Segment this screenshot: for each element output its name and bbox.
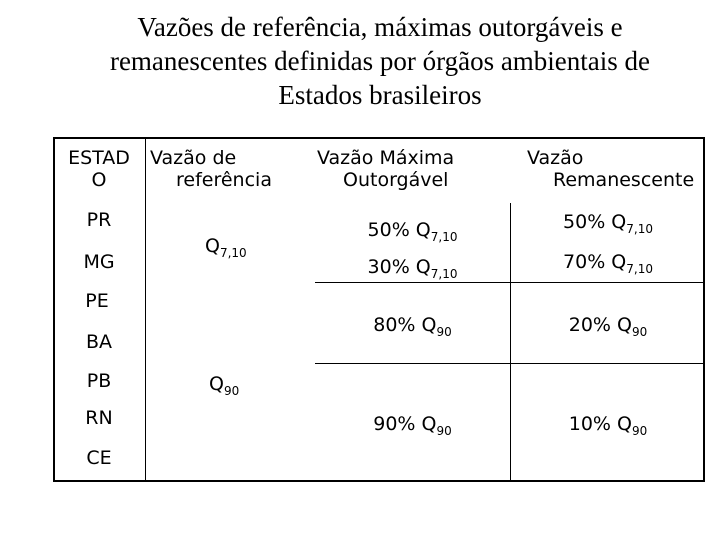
max-pct: 80% Q — [373, 314, 437, 336]
max-subscript: 7,10 — [430, 230, 458, 244]
state-cell: CE — [86, 447, 112, 469]
title-line-2: remanescentes definidas por órgãos ambientais de — [109, 46, 651, 76]
state-cell: PE — [85, 290, 109, 312]
rem-pct: 20% Q — [568, 314, 632, 336]
state-cell: MG — [83, 251, 115, 273]
header-estado — [55, 147, 143, 191]
max-pct: 30% Q — [367, 256, 431, 278]
rem-pct: 70% Q — [563, 251, 627, 273]
header-rem-line2: Remanescente — [553, 169, 695, 191]
page-title — [60, 10, 700, 112]
header-max-line1: Vazão Máxima — [317, 147, 455, 169]
max-subscript: 90 — [436, 424, 452, 438]
row-divider — [315, 363, 705, 364]
header-reference — [150, 147, 272, 191]
header-estado-line1: ESTAD — [68, 147, 130, 169]
header-max-line2: Outorgável — [343, 169, 449, 191]
max-value — [315, 413, 510, 438]
state-cell: BA — [85, 331, 113, 353]
state-cell: PR — [86, 209, 112, 231]
reference-base: Q — [209, 373, 224, 395]
max-subscript: 90 — [436, 325, 452, 339]
reference-q90 — [209, 373, 240, 398]
header-rem-line1: Vazão — [527, 147, 584, 169]
max-value — [315, 219, 510, 244]
title-line-3: Estados brasileiros — [278, 80, 482, 110]
rem-subscript: 7,10 — [626, 222, 653, 236]
column-divider — [145, 139, 146, 480]
column-divider — [510, 203, 511, 480]
row-divider — [315, 282, 705, 283]
max-subscript: 7,10 — [430, 267, 458, 281]
reference-flow-table — [53, 137, 705, 482]
reference-q710 — [205, 235, 247, 260]
max-pct: 50% Q — [367, 219, 431, 241]
rem-subscript: 90 — [631, 325, 648, 339]
rem-subscript: 90 — [631, 424, 648, 438]
state-cell: PB — [86, 370, 112, 392]
title-line-1: Vazões de referência, máximas outorgáveis e — [137, 12, 623, 42]
rem-pct: 10% Q — [568, 413, 632, 435]
reference-subscript: 90 — [223, 384, 240, 398]
rem-subscript: 7,10 — [626, 262, 653, 276]
reference-base: Q — [205, 235, 220, 257]
max-value — [315, 314, 510, 339]
remaining-value — [511, 314, 705, 339]
header-max-flow — [317, 147, 454, 191]
header-estado-line2: O — [91, 169, 107, 191]
max-pct: 90% Q — [373, 413, 437, 435]
reference-subscript: 7,10 — [219, 246, 247, 260]
rem-pct: 50% Q — [563, 211, 627, 233]
header-reference-line1: Vazão de — [150, 147, 237, 169]
header-remaining-flow — [527, 147, 694, 191]
remaining-value — [511, 413, 705, 438]
state-cell: RN — [85, 407, 113, 429]
header-reference-line2: referência — [176, 169, 272, 191]
max-value — [315, 256, 510, 281]
remaining-value — [511, 211, 705, 236]
remaining-value — [511, 251, 705, 276]
